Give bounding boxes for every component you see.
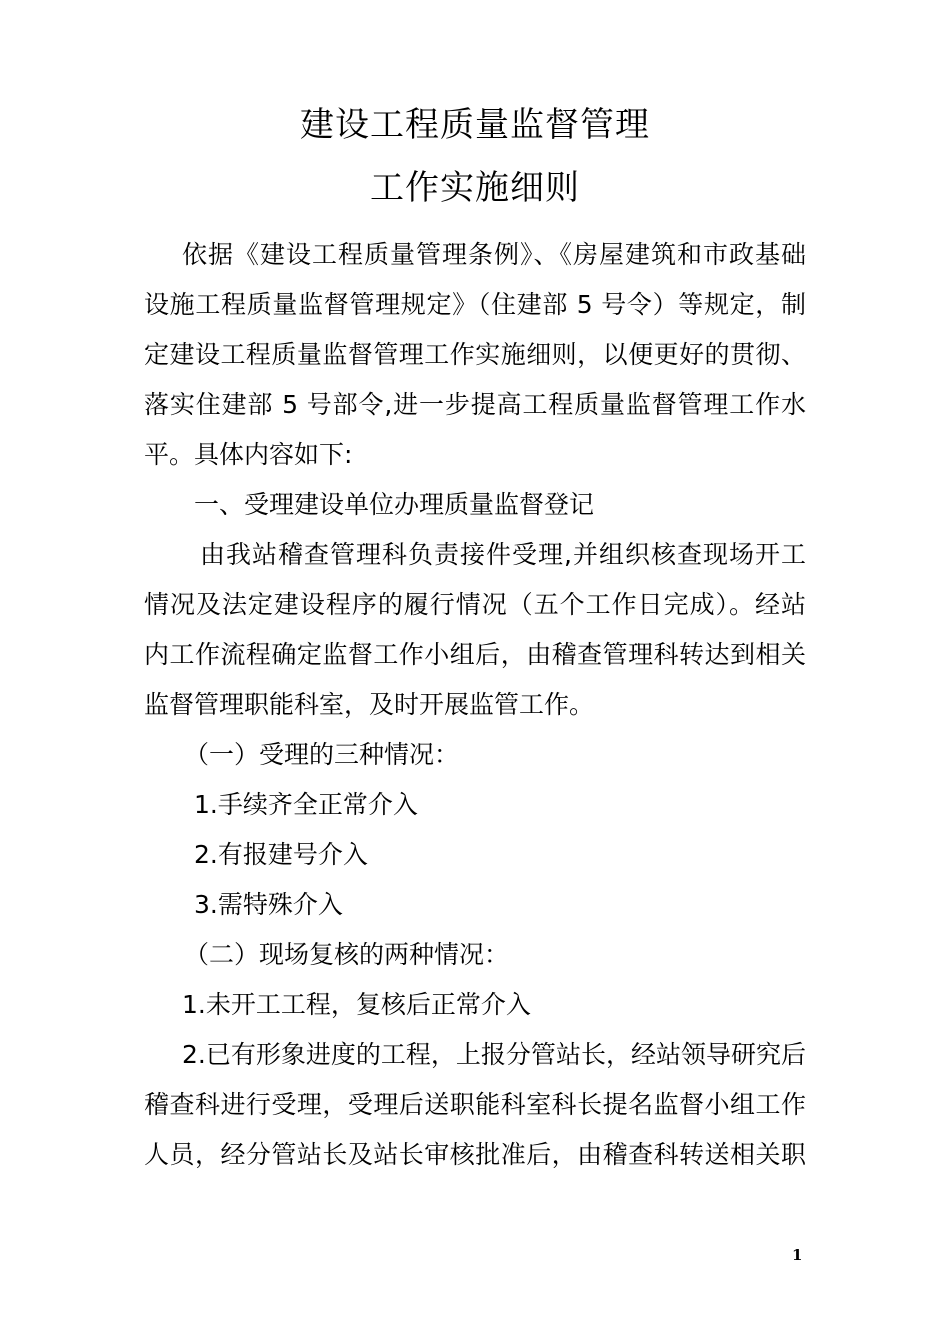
- text-line-4: 落实住建部 5 号部令,进一步提高工程质量监督管理工作水: [144, 390, 806, 419]
- document-title-line-1: 建设工程质量监督管理: [300, 105, 650, 145]
- text-line-18: 稽查科进行受理，受理后送职能科室科长提名监督小组工作: [144, 1090, 806, 1119]
- list-item-2: 2.有报建号介入: [194, 840, 368, 869]
- subheading-2: （二）现场复核的两种情况：: [184, 940, 510, 969]
- text-line-1: 依据《建设工程质量管理条例》、《房屋建筑和市政基础: [182, 240, 806, 269]
- text-line-9: 内工作流程确定监督工作小组后，由稽查管理科转达到相关: [144, 640, 806, 669]
- text-line-8: 情况及法定建设程序的履行情况（五个工作日完成）。经站: [144, 590, 806, 619]
- text-line-19: 人员，经分管站长及站长审核批准后，由稽查科转送相关职: [144, 1140, 806, 1169]
- text-line-5: 平。具体内容如下:: [144, 440, 353, 469]
- list-item-1: 1.手续齐全正常介入: [194, 790, 418, 819]
- text-line-7: 由我站稽查管理科负责接件受理,并组织核查现场开工: [200, 540, 806, 569]
- list-item-4: 1.未开工工程，复核后正常介入: [182, 990, 531, 1019]
- text-line-2: 设施工程质量监督管理规定》（住建部 5 号令）等规定，制: [144, 290, 806, 319]
- list-item-3: 3.需特殊介入: [194, 890, 343, 919]
- subheading-1: （一）受理的三种情况：: [184, 740, 460, 769]
- section-heading-1: 一、受理建设单位办理质量监督登记: [194, 490, 595, 519]
- text-line-10: 监督管理职能科室，及时开展监管工作。: [144, 690, 595, 719]
- document-title-line-2: 工作实施细则: [370, 168, 580, 208]
- text-line-3: 定建设工程质量监督管理工作实施细则，以便更好的贯彻、: [144, 340, 806, 369]
- list-item-5: 2.已有形象进度的工程，上报分管站长，经站领导研究后: [182, 1040, 806, 1069]
- page-number: 1: [792, 1246, 803, 1264]
